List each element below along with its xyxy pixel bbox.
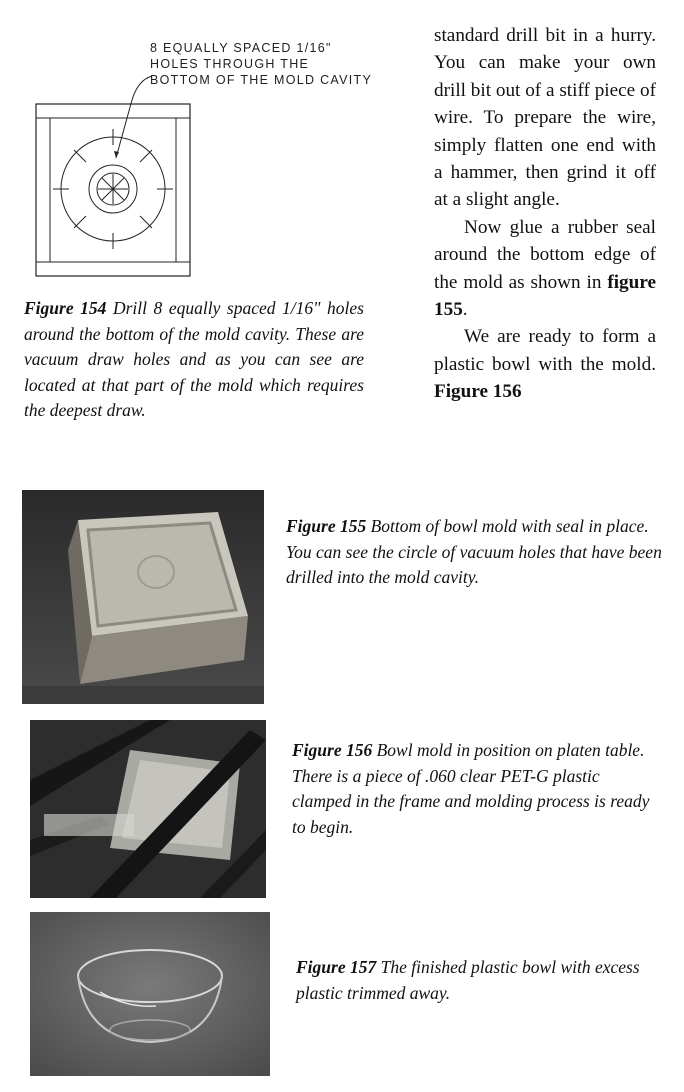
caption-figure-155 — [286, 514, 666, 591]
caption-text: Drill 8 equally spaced 1/16" holes around the bottom of the mold cavity. These are vacuum draw holes and as you can see are located at that part of the mold which requires the deepest draw. — [24, 298, 364, 420]
photo-figure-155 — [22, 490, 264, 704]
drawing-note-line: HOLES THROUGH THE — [150, 57, 310, 71]
photo-figure-157 — [30, 912, 270, 1076]
caption-number: Figure 157 — [296, 957, 377, 977]
figure-reference: figure 155 — [434, 271, 656, 321]
photo-figure-156 — [30, 720, 266, 898]
body-text-column — [434, 22, 656, 406]
caption-number: Figure 154 — [24, 298, 107, 318]
mold-drawing-figure-154 — [30, 100, 200, 280]
figure-reference: Figure 156 — [434, 381, 522, 403]
drawing-note-line: 8 EQUALLY SPACED 1/16" — [150, 41, 332, 55]
caption-figure-154 — [24, 296, 364, 424]
body-paragraph — [434, 214, 656, 324]
body-paragraph: standard drill bit in a hurry. You can make your own drill bit out of a stiff piece of wire. To prepare the wire, simply flatten one end with a hammer, then grind it off at a slight angle. — [434, 25, 656, 211]
caption-figure-157 — [296, 955, 664, 1006]
caption-number: Figure 155 — [286, 516, 367, 536]
drawing-note-line: BOTTOM OF THE MOLD CAVITY — [150, 73, 373, 87]
caption-figure-156 — [292, 738, 662, 840]
body-text: Now glue a rubber seal around the bottom edge of the mold as shown in — [434, 216, 656, 293]
caption-number: Figure 156 — [292, 740, 373, 760]
caption-text: Bowl mold in position on platen table. There is a piece of .060 clear PET-G plastic clamped in the frame and molding process is ready to begin. — [292, 740, 650, 837]
caption-text: The finished plastic bowl with excess plastic trimmed away. — [296, 957, 640, 1003]
caption-text: Bottom of bowl mold with seal in place. You can see the circle of vacuum holes that have been drilled into the mold cavity. — [286, 516, 662, 587]
body-paragraph — [434, 323, 656, 405]
body-text: . — [462, 299, 468, 321]
body-text: We are ready to form a plastic bowl with the mold. — [434, 326, 656, 375]
